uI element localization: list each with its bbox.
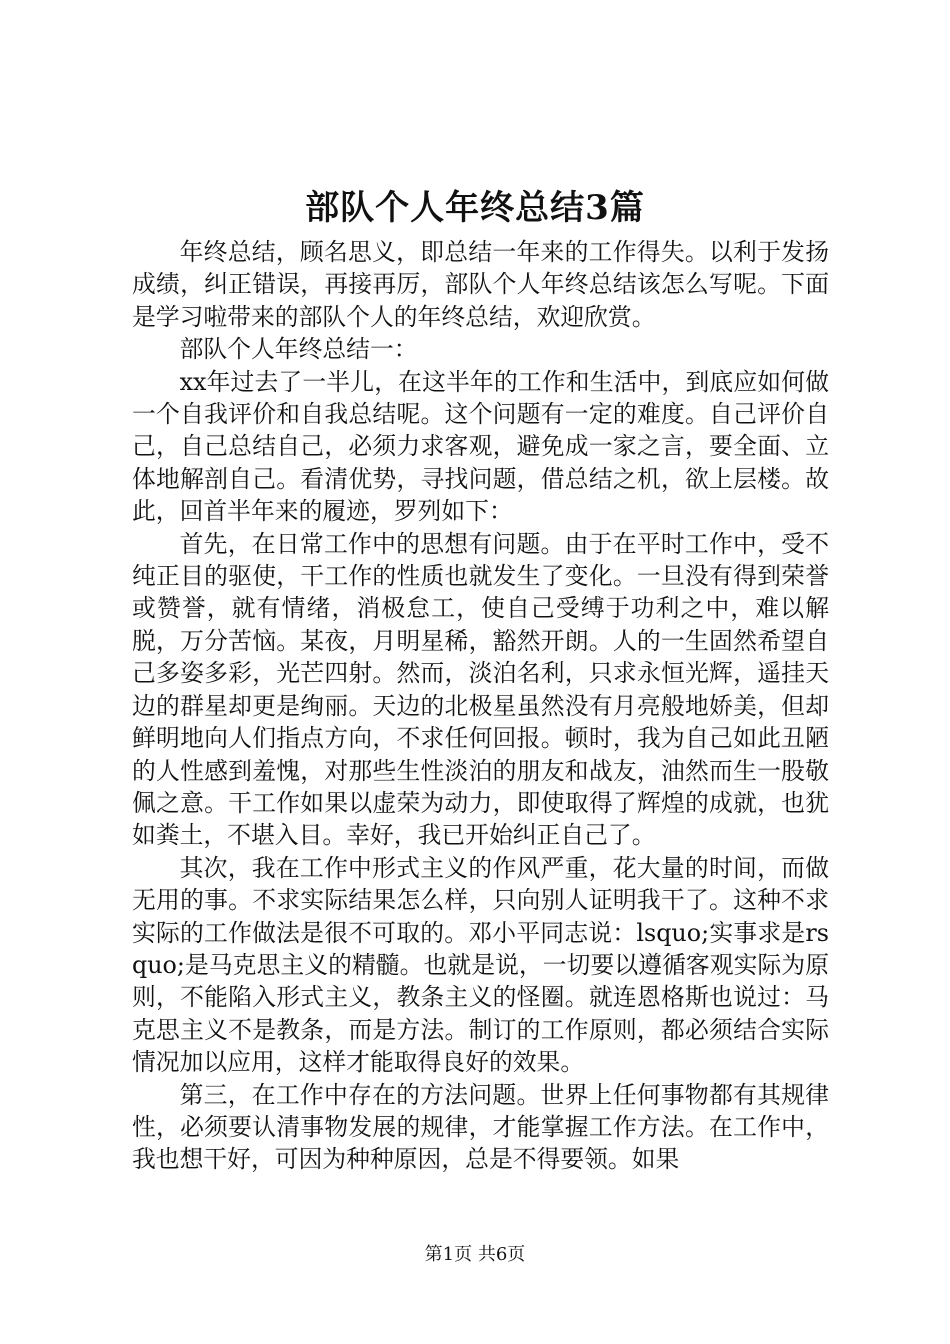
paragraph-section-heading: 部队个人年终总结一： [179, 335, 418, 364]
paragraph-self-evaluation: xx年过去了一半儿，在这半年的工作和生活中，到底应如何做一个自我评价和自我总结呢。这个问题有一定的难度。自己评价自己，自己总结自己，必须力求客观，避免成一家之言，要全面、立体地解剖自己。看清优势，寻找问题，借总结之机，欲上层楼。故此，回首半年来的履迹，罗列如下： [132, 367, 829, 526]
paragraph-first-point: 首先，在日常工作中的思想有问题。由于在平时工作中，受不纯正目的驱使，干工作的性质也就发生了变化。一旦没有得到荣誉或赞誉，就有情绪，消极怠工，使自己受缚于功利之中，难以解脱，万分苦恼。某夜，月明星稀，豁然开朗。人的一生固然希望自己多姿多彩，光芒四射。然而，淡泊名利，只求永恒光辉，遥挂天边的群星却更是绚丽。天边的北极星虽然没有月亮般地娇美，但却鲜明地向人们指点方向，不求任何回报。顿时，我为自己如此丑陋的人性感到羞愧，对那些生性淡泊的朋友和战友，油然而生一股敬佩之意。干工作如果以虚荣为动力，即使取得了辉煌的成就，也犹如粪土，不堪入目。幸好，我已开始纠正自己了。 [132, 529, 829, 850]
paragraph-second-point: 其次，我在工作中形式主义的作风严重，花大量的时间，而做无用的事。不求实际结果怎么样，只向别人证明我干了。这种不求实际的工作做法是很不可取的。邓小平同志说：lsquo;实事求是rsquo;是马克思主义的精髓。也就是说，一切要以遵循客观实际为原则，不能陷入形式主义，教条主义的怪圈。就连恩格斯也说过：马克思主义不是教条，而是方法。制订的工作原则，都必须结合实际情况加以应用，这样才能取得良好的效果。 [132, 853, 829, 1077]
paragraph-intro: 年终总结，顾名思义，即总结一年来的工作得失。以利于发扬成绩，纠正错误，再接再厉，部队个人年终总结该怎么写呢。下面是学习啦带来的部队个人的年终总结，欢迎欣赏。 [132, 238, 829, 331]
page-number-footer: 第1页 共6页 [424, 1244, 526, 1265]
document-title: 部队个人年终总结3篇 [305, 188, 645, 228]
paragraph-third-point: 第三，在工作中存在的方法问题。世界上任何事物都有其规律性，必须要认清事物发展的规律，才能掌握工作方法。在工作中，我也想干好，可因为种种原因，总是不得要领。如果 [132, 1080, 829, 1174]
document-body [132, 236, 829, 1176]
